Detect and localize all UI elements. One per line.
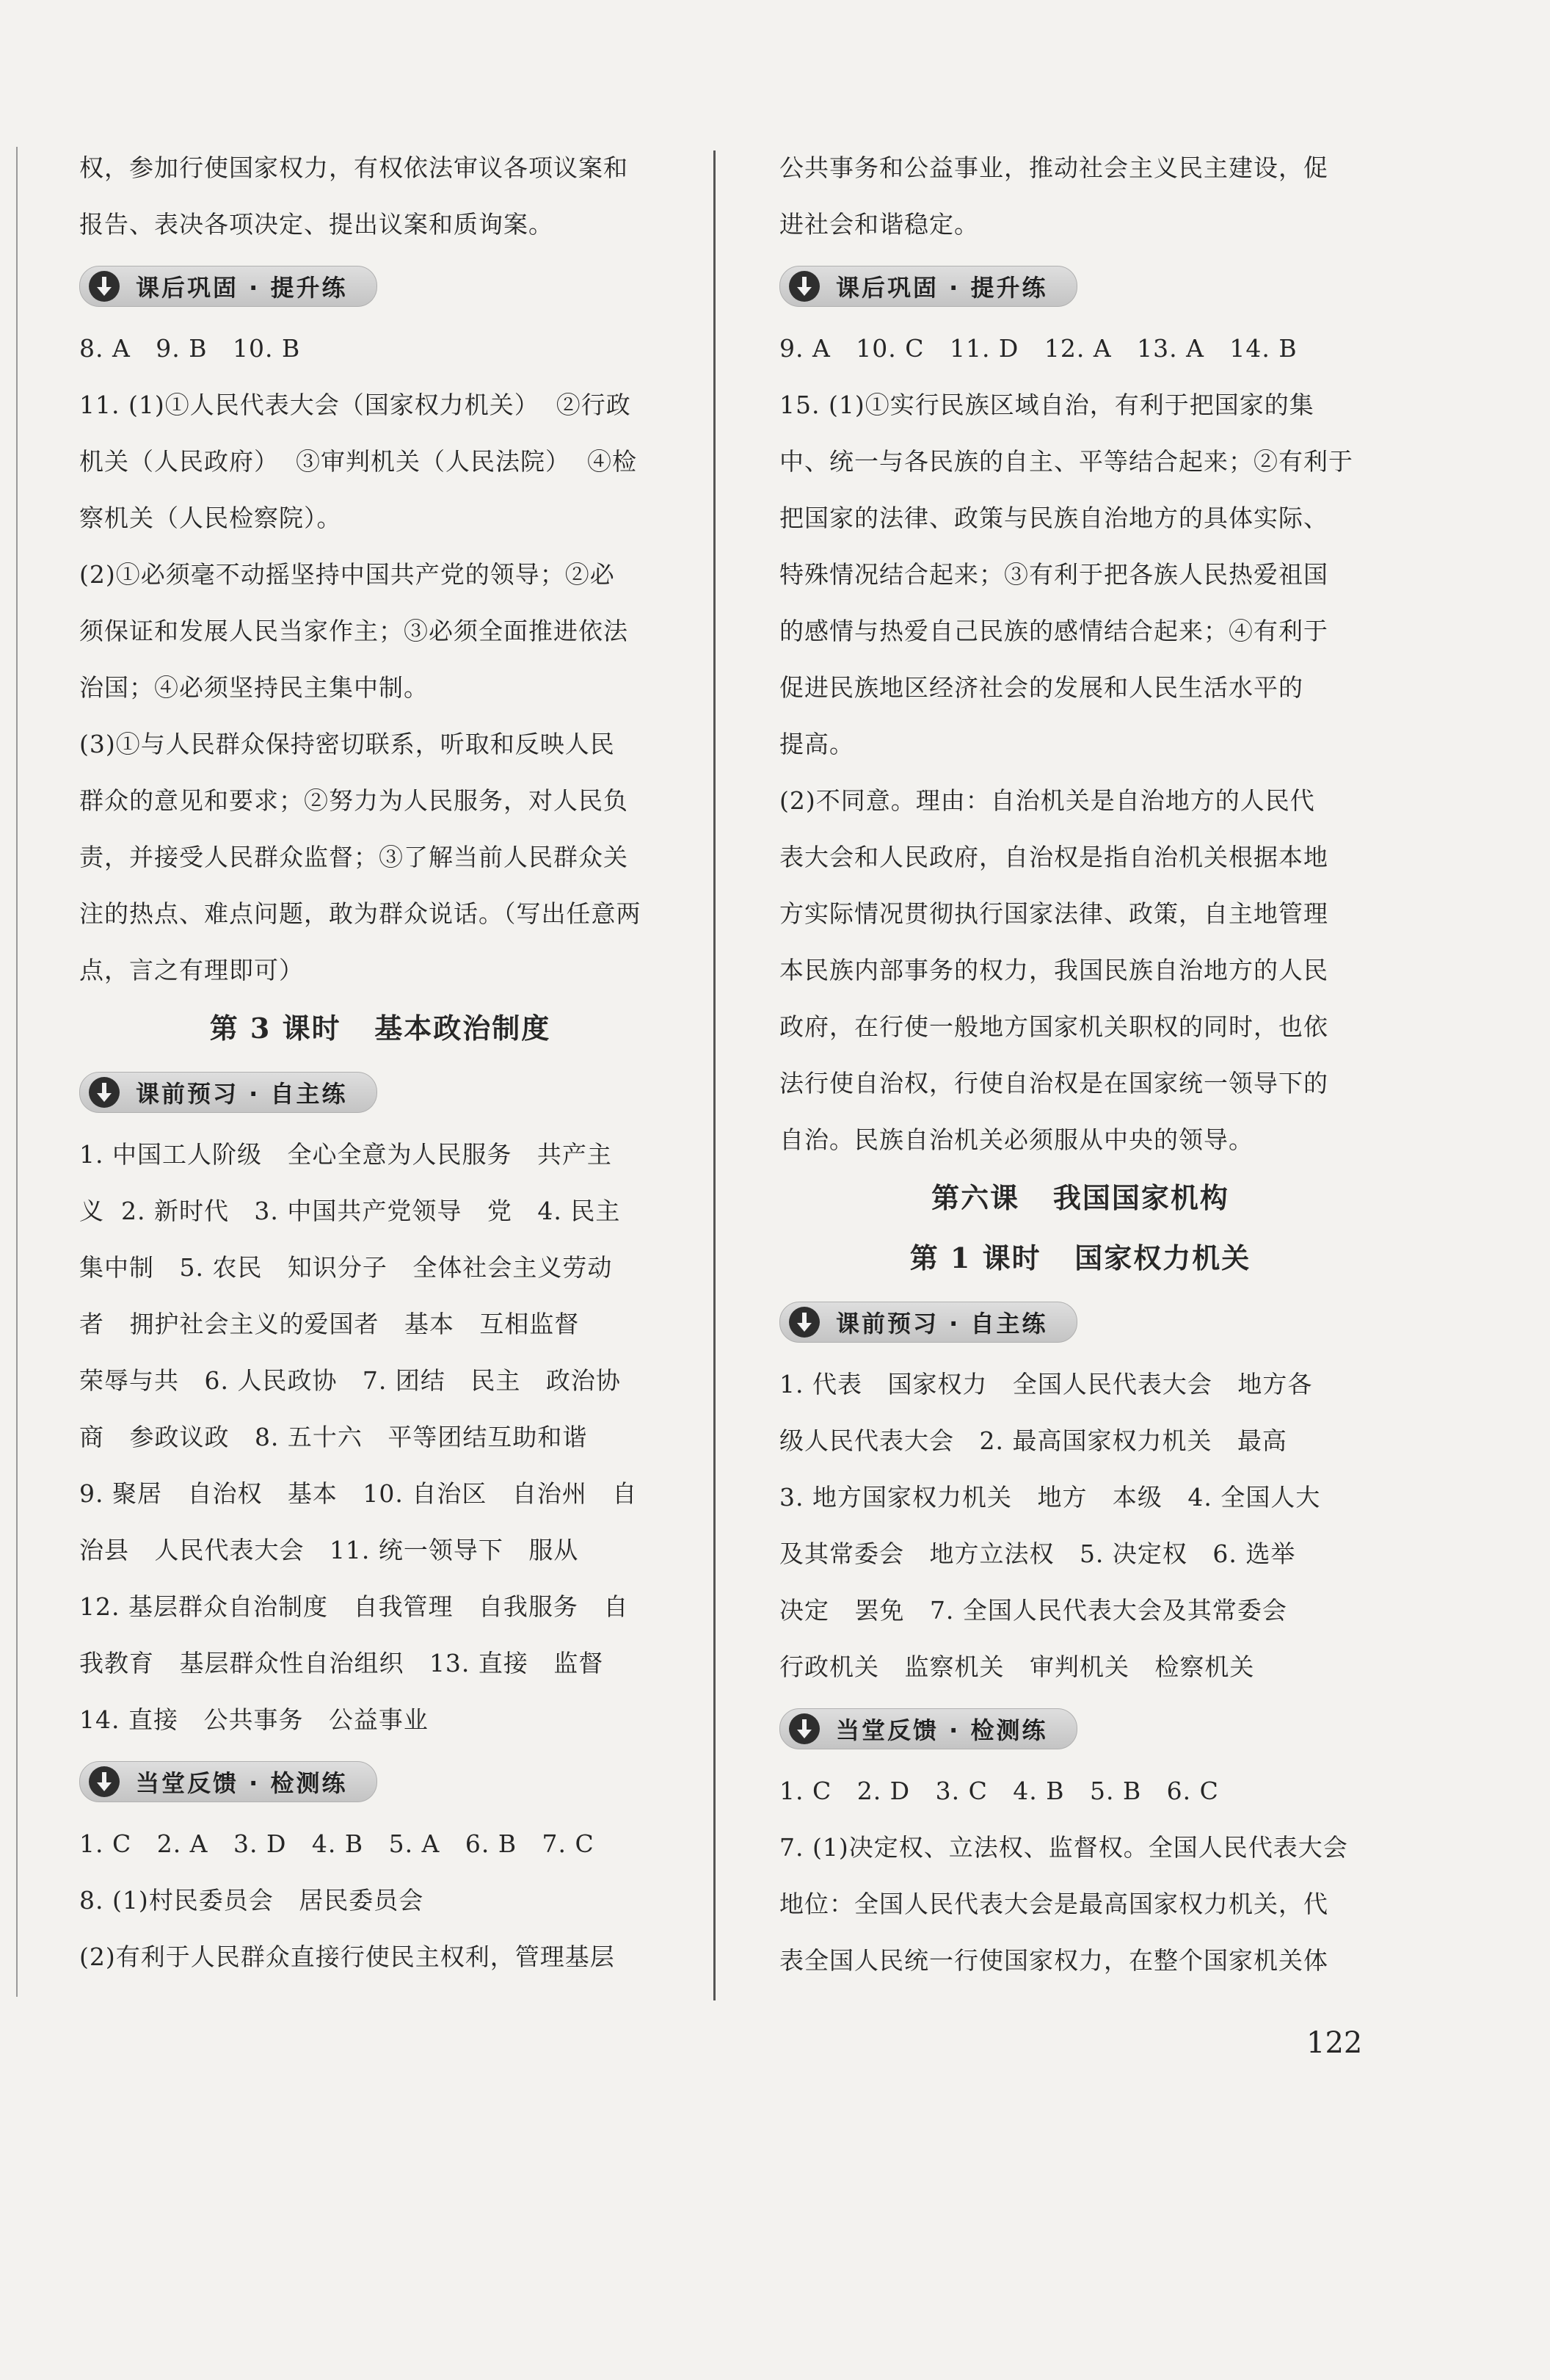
text-line: 权，参加行使国家权力，有权依法审议各项议案和 xyxy=(79,153,628,182)
text-line: 群众的意见和要求；②努力为人民服务，对人民负 xyxy=(79,786,628,815)
text-line: 及其常委会 地方立法权 5. 决定权 6. 选举 xyxy=(779,1539,1296,1568)
text-line: 法行使自治权，行使自治权是在国家统一领导下的 xyxy=(779,1069,1328,1098)
section-badge-row xyxy=(779,1695,1381,1763)
text-line: 提高。 xyxy=(779,730,854,758)
text-line: 责，并接受人民群众监督；③了解当前人民群众关 xyxy=(79,843,628,871)
section-badge-label: 课前预习 · 自主练 xyxy=(136,1080,348,1108)
text-line: 1. 代表 国家权力 全国人民代表大会 地方各 xyxy=(779,1370,1313,1398)
text-line: 决定 罢免 7. 全国人民代表大会及其常委会 xyxy=(779,1596,1287,1625)
text-line: 1. C 2. A 3. D 4. B 5. A 6. B 7. C xyxy=(79,1829,594,1858)
section-badge-row xyxy=(79,253,681,320)
arrow-down-icon xyxy=(89,271,120,302)
section-badge-row xyxy=(779,1288,1381,1356)
text-line: 的感情与热爱自己民族的感情结合起来；④有利于 xyxy=(779,617,1328,645)
section-badge-label: 课后巩固 · 提升练 xyxy=(136,274,348,302)
section-badge xyxy=(79,1761,377,1802)
text-line: 机关（人民政府） ③审判机关（人民法院） ④检 xyxy=(79,447,637,476)
text-line: 促进民族地区经济社会的发展和人民生活水平的 xyxy=(779,673,1303,702)
text-line: 中、统一与各民族的自主、平等结合起来；②有利于 xyxy=(779,447,1353,476)
section-badge-label: 当堂反馈 · 检测练 xyxy=(836,1716,1048,1744)
text-line: (2)有利于人民群众直接行使民主权利，管理基层 xyxy=(79,1942,615,1971)
margin-line xyxy=(16,147,18,1997)
section-badge-label: 当堂反馈 · 检测练 xyxy=(136,1769,348,1797)
text-line: 3. 地方国家权力机关 地方 本级 4. 全国人大 xyxy=(779,1483,1321,1512)
section-heading: 第 3 课时 基本政治制度 xyxy=(209,1012,551,1045)
section-badge-row xyxy=(779,253,1381,320)
text-line: (2)不同意。理由：自治机关是自治地方的人民代 xyxy=(779,786,1315,815)
arrow-down-icon xyxy=(89,1766,120,1797)
text-line: 把国家的法律、政策与民族自治地方的具体实际、 xyxy=(779,504,1328,532)
text-line: 1. 中国工人阶级 全心全意为人民服务 共产主 xyxy=(79,1140,612,1169)
right-column xyxy=(779,139,1381,1989)
section-badge xyxy=(79,1072,377,1113)
section-badge-row xyxy=(79,1059,681,1126)
section-badge-row xyxy=(79,1748,681,1815)
section-badge-label: 课后巩固 · 提升练 xyxy=(836,274,1048,302)
text-line: 者 拥护社会主义的爱国者 基本 互相监督 xyxy=(79,1310,580,1338)
text-line: 11. (1)①人民代表大会（国家权力机关） ②行政 xyxy=(79,391,631,419)
text-line: 地位：全国人民代表大会是最高国家权力机关，代 xyxy=(779,1890,1328,1918)
text-line: 察机关（人民检察院）。 xyxy=(79,504,342,532)
text-line: 集中制 5. 农民 知识分子 全体社会主义劳动 xyxy=(79,1253,613,1282)
text-line: 8. A 9. B 10. B xyxy=(79,334,301,363)
text-line: 我教育 基层群众性自治组织 13. 直接 监督 xyxy=(79,1649,604,1677)
text-line: 注的热点、难点问题，敢为群众说话。（写出任意两 xyxy=(79,899,641,928)
arrow-down-icon xyxy=(789,1713,820,1744)
text-line: (2)①必须毫不动摇坚持中国共产党的领导；②必 xyxy=(79,560,615,589)
section-badge-label: 课前预习 · 自主练 xyxy=(836,1310,1048,1338)
section-badge xyxy=(779,1302,1077,1343)
text-line: 7. (1)决定权、立法权、监督权。全国人民代表大会 xyxy=(779,1833,1348,1862)
text-line: 表大会和人民政府，自治权是指自治机关根据本地 xyxy=(779,843,1328,871)
arrow-down-icon xyxy=(789,1307,820,1338)
text-line: 治县 人民代表大会 11. 统一领导下 服从 xyxy=(79,1536,579,1564)
text-line: 公共事务和公益事业，推动社会主义民主建设，促 xyxy=(779,153,1328,182)
text-line: 8. (1)村民委员会 居民委员会 xyxy=(79,1886,424,1915)
section-heading: 第 1 课时 国家权力机关 xyxy=(909,1241,1251,1274)
text-line: 15. (1)①实行民族区域自治，有利于把国家的集 xyxy=(779,391,1314,419)
text-line: 级人民代表大会 2. 最高国家权力机关 最高 xyxy=(779,1426,1287,1455)
left-column xyxy=(79,139,681,1985)
text-line: 荣辱与共 6. 人民政协 7. 团结 民主 政治协 xyxy=(79,1366,621,1395)
text-line: 本民族内部事务的权力，我国民族自治地方的人民 xyxy=(779,956,1328,984)
column-divider xyxy=(713,150,716,2000)
section-heading: 第六课 我国国家机构 xyxy=(931,1181,1229,1214)
page-number: 122 xyxy=(1306,2026,1363,2060)
text-line: 治国；④必须坚持民主集中制。 xyxy=(79,673,429,702)
text-line: 政府，在行使一般地方国家机关职权的同时，也依 xyxy=(779,1012,1328,1041)
section-badge xyxy=(79,266,377,307)
text-line: 商 参政议政 8. 五十六 平等团结互助和谐 xyxy=(79,1423,588,1451)
text-line: 9. A 10. C 11. D 12. A 13. A 14. B xyxy=(779,334,1298,363)
text-line: 行政机关 监察机关 审判机关 检察机关 xyxy=(779,1652,1255,1681)
text-line: 义 2. 新时代 3. 中国共产党领导 党 4. 民主 xyxy=(79,1197,621,1225)
text-line: 14. 直接 公共事务 公益事业 xyxy=(79,1705,429,1734)
text-line: 12. 基层群众自治制度 自我管理 自我服务 自 xyxy=(79,1592,629,1621)
text-line: 须保证和发展人民当家作主；③必须全面推进依法 xyxy=(79,617,628,645)
section-badge xyxy=(779,1708,1077,1749)
text-line: (3)①与人民群众保持密切联系，听取和反映人民 xyxy=(79,730,615,758)
text-line: 点，言之有理即可） xyxy=(79,956,304,984)
text-line: 表全国人民统一行使国家权力，在整个国家机关体 xyxy=(779,1946,1328,1975)
text-line: 方实际情况贯彻执行国家法律、政策，自主地管理 xyxy=(779,899,1328,928)
text-line: 报告、表决各项决定、提出议案和质询案。 xyxy=(79,210,553,239)
text-line: 9. 聚居 自治权 基本 10. 自治区 自治州 自 xyxy=(79,1479,638,1508)
text-line: 自治。民族自治机关必须服从中央的领导。 xyxy=(779,1125,1254,1154)
arrow-down-icon xyxy=(789,271,820,302)
section-badge xyxy=(779,266,1077,307)
text-line: 特殊情况结合起来；③有利于把各族人民热爱祖国 xyxy=(779,560,1328,589)
arrow-down-icon xyxy=(89,1077,120,1108)
text-line: 1. C 2. D 3. C 4. B 5. B 6. C xyxy=(779,1777,1219,1805)
text-line: 进社会和谐稳定。 xyxy=(779,210,979,239)
